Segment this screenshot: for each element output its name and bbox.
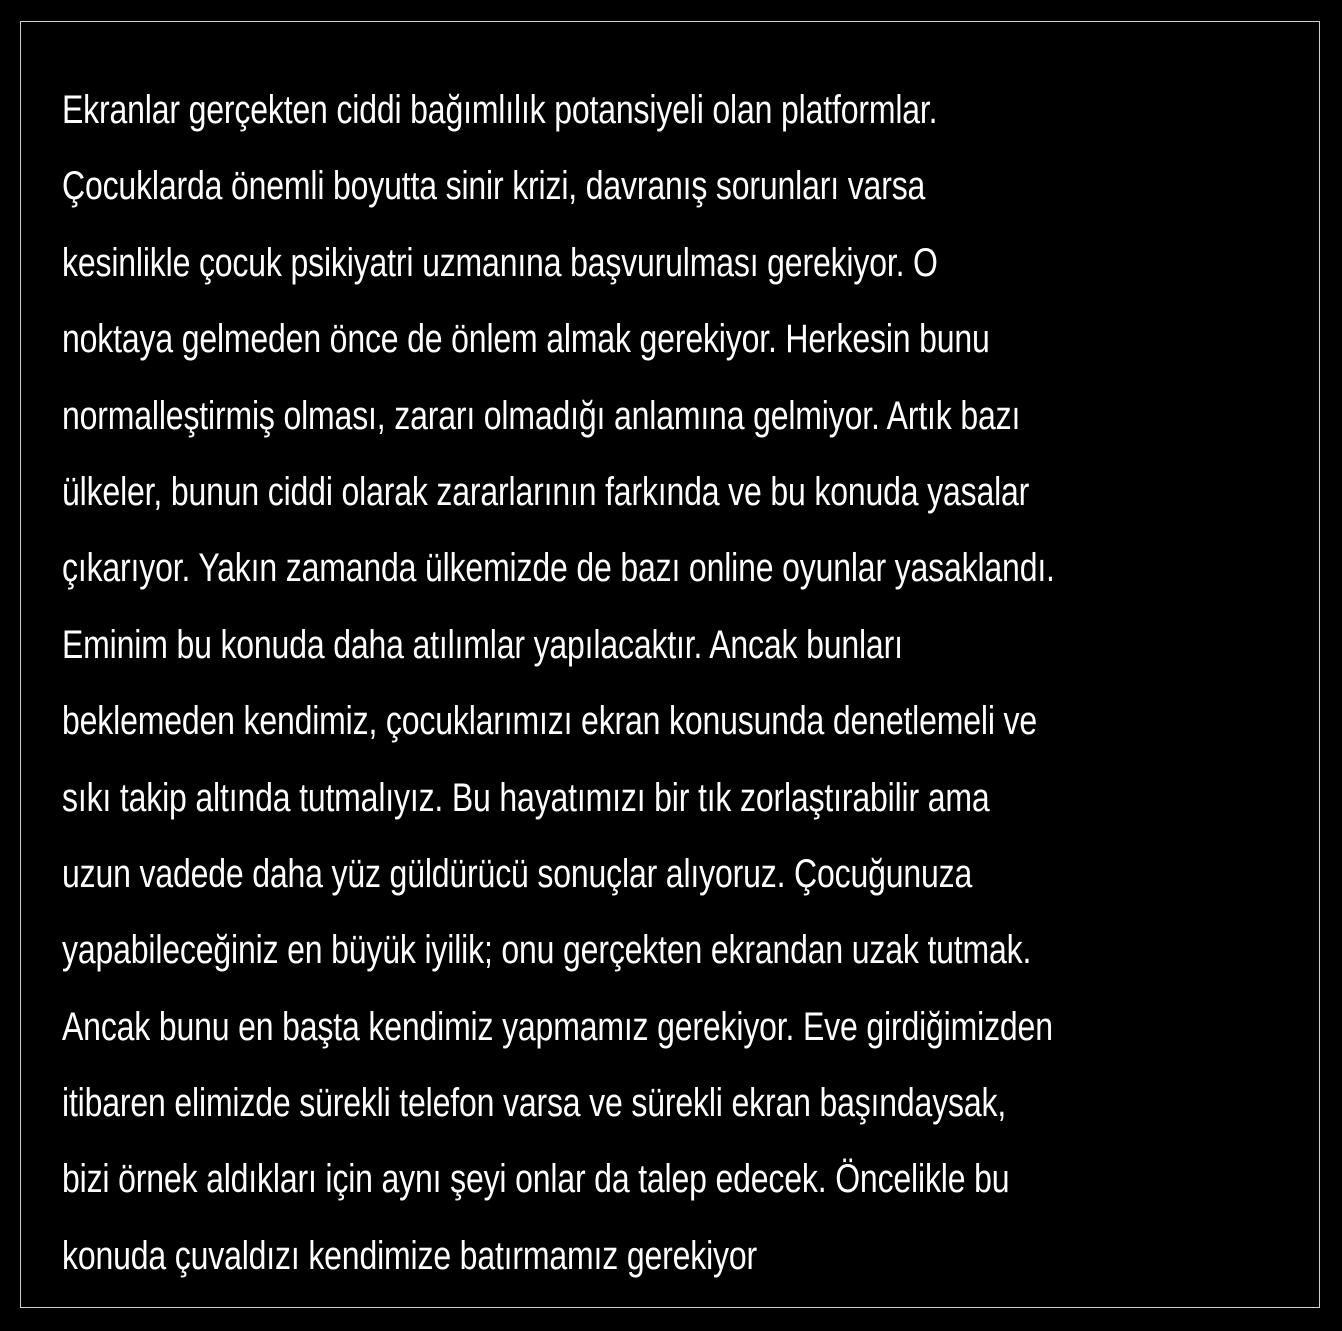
text-line-7: çıkarıyor. Yakın zamanda ülkemizde de bazı online oyunlar yasaklandı. [62, 546, 1055, 591]
text-line-15: bizi örnek aldıkları için aynı şeyi onlar da talep edecek. Öncelikle bu [62, 1157, 1010, 1202]
text-line-3: kesinlikle çocuk psikiyatri uzmanına başvurulması gerekiyor. O [62, 240, 938, 285]
text-line-9: beklemeden kendimiz, çocuklarımızı ekran konusunda denetlemeli ve [62, 699, 1038, 744]
text-line-16: konuda çuvaldızı kendimize batırmamız gerekiyor [62, 1233, 758, 1278]
text-line-10: sıkı takip altında tutmalıyız. Bu hayatımızı bir tık zorlaştırabilir ama [62, 775, 990, 820]
text-line-14: itibaren elimizde sürekli telefon varsa ve sürekli ekran başındaysak, [62, 1081, 1007, 1126]
text-line-13: Ancak bunu en başta kendimiz yapmamız gerekiyor. Eve girdiğimizden [62, 1004, 1053, 1049]
text-line-4: noktaya gelmeden önce de önlem almak gerekiyor. Herkesin bunu [62, 317, 990, 362]
text-line-11: uzun vadede daha yüz güldürücü sonuçlar alıyoruz. Çocuğunuza [62, 851, 973, 896]
text-line-1: Ekranlar gerçekten ciddi bağımlılık potansiyeli olan platformlar. [62, 88, 938, 132]
text-line-5: normalleştirmiş olması, zararı olmadığı anlamına gelmiyor. Artık bazı [62, 393, 1021, 438]
text-line-6: ülkeler, bunun ciddi olarak zararlarının farkında ve bu konuda yasalar [62, 469, 1030, 514]
text-line-2: Çocuklarda önemli boyutta sinir krizi, davranış sorunları varsa [62, 164, 926, 209]
quote-text [62, 72, 1302, 1294]
text-line-12: yapabileceğiniz en büyük iyilik; onu gerçekten ekrandan uzak tutmak. [62, 928, 1032, 973]
text-line-8: Eminim bu konuda daha atılımlar yapılacaktır. Ancak bunları [62, 622, 903, 667]
